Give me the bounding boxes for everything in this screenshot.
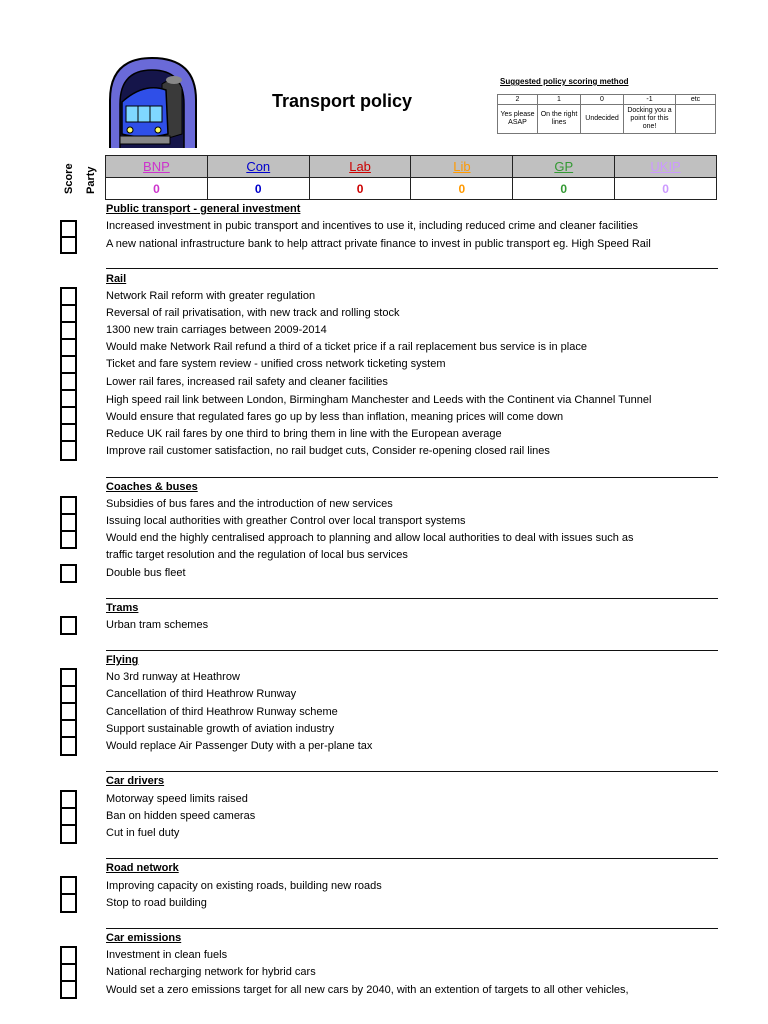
score-checkbox[interactable] <box>60 824 77 844</box>
policy-item: No 3rd runway at Heathrow <box>106 671 240 683</box>
section-title-car-emissions: Car emissions <box>106 932 182 944</box>
score-checkbox[interactable] <box>60 564 77 583</box>
score-checkbox[interactable] <box>60 616 77 635</box>
page-title: Transport policy <box>272 91 413 111</box>
party-name-ukip[interactable]: UKIP <box>615 156 717 178</box>
section-title-public-transport: Public transport - general investment <box>106 203 301 215</box>
policy-item: Would end the highly centralised approach to planning and allow local authorities to deal with issues such as <box>106 532 634 544</box>
score-checkbox[interactable] <box>60 236 77 254</box>
section-divider <box>106 477 718 478</box>
policy-item: Would ensure that regulated fares go up by less than inflation, meaning prices will come down <box>106 411 564 423</box>
section-divider <box>106 771 718 772</box>
scoring-method-table <box>497 94 716 134</box>
score-checkbox[interactable] <box>60 980 77 999</box>
train-tunnel-logo <box>104 54 202 150</box>
policy-item: Ban on hidden speed cameras <box>106 810 256 822</box>
policy-item: A new national infrastructure bank to help attract private finance to invest in public transport eg. High Speed Rail <box>106 238 651 250</box>
section-title-coaches-buses: Coaches & buses <box>106 481 198 493</box>
policy-item: Subsidies of bus fares and the introduction of new services <box>106 498 393 510</box>
party-name-lib[interactable]: Lib <box>411 156 513 178</box>
scoring-description <box>676 105 716 134</box>
policy-item: Cancellation of third Heathrow Runway <box>106 688 297 700</box>
party-score-gp: 0 <box>513 178 615 200</box>
party-score-table <box>105 155 717 200</box>
party-name-con[interactable]: Con <box>207 156 309 178</box>
section-divider <box>106 650 718 651</box>
policy-item: traffic target resolution and the regulation of local bus services <box>106 549 408 561</box>
policy-item: 1300 new train carriages between 2009-2014 <box>106 324 327 336</box>
section-divider <box>106 268 718 269</box>
policy-item: Improving capacity on existing roads, building new roads <box>106 880 382 892</box>
scoring-value: etc <box>676 95 716 105</box>
policy-item: High speed rail link between London, Birmingham Manchester and Leeds with the Continent via Channel Tunnel <box>106 394 652 406</box>
party-score-bnp: 0 <box>106 178 208 200</box>
party-score-lab: 0 <box>309 178 411 200</box>
section-divider <box>106 858 718 859</box>
party-score-con: 0 <box>207 178 309 200</box>
policy-item: Motorway speed limits raised <box>106 793 248 805</box>
policy-item: National recharging network for hybrid cars <box>106 966 316 978</box>
score-column-label: Score <box>63 163 75 194</box>
score-checkbox[interactable] <box>60 893 77 913</box>
party-name-gp[interactable]: GP <box>513 156 615 178</box>
policy-item: Improve rail customer satisfaction, no rail budget cuts, Consider re-opening closed rail lines <box>106 445 550 457</box>
policy-item: Cancellation of third Heathrow Runway scheme <box>106 706 338 718</box>
party-score-ukip: 0 <box>615 178 717 200</box>
scoring-value: 2 <box>498 95 538 105</box>
score-checkbox[interactable] <box>60 440 77 461</box>
score-checkbox[interactable] <box>60 736 77 756</box>
scoring-description: Docking you a point for this one! <box>624 105 676 134</box>
policy-item: Reduce UK rail fares by one third to bring them in line with the European average <box>106 428 502 440</box>
policy-item: Reversal of rail privatisation, with new track and rolling stock <box>106 307 400 319</box>
section-title-rail: Rail <box>106 273 127 285</box>
scoring-description: Yes please ASAP <box>498 105 538 134</box>
policy-item: Stop to road building <box>106 897 207 909</box>
policy-item: Double bus fleet <box>106 567 186 579</box>
policy-item: Issuing local authorities with greather Control over local transport systems <box>106 515 466 527</box>
policy-item: Would replace Air Passenger Duty with a per-plane tax <box>106 740 373 752</box>
policy-item: Cut in fuel duty <box>106 827 180 839</box>
party-name-lab[interactable]: Lab <box>309 156 411 178</box>
scoring-value: -1 <box>624 95 676 105</box>
party-row-label: Party <box>85 166 97 194</box>
scoring-method-heading: Suggested policy scoring method <box>500 77 629 86</box>
section-title-trams: Trams <box>106 602 139 614</box>
score-checkbox[interactable] <box>60 530 77 549</box>
scoring-value: 1 <box>538 95 581 105</box>
policy-item: Would set a zero emissions target for all new cars by 2040, with an extention of targets to all other vehicles, <box>106 984 629 996</box>
section-title-car-drivers: Car drivers <box>106 775 165 787</box>
scoring-value: 0 <box>581 95 624 105</box>
section-divider <box>106 928 718 929</box>
scoring-description: Undecided <box>581 105 624 134</box>
policy-item: Urban tram schemes <box>106 619 209 631</box>
policy-item: Investment in clean fuels <box>106 949 228 961</box>
party-name-bnp[interactable]: BNP <box>106 156 208 178</box>
section-title-flying: Flying <box>106 654 139 666</box>
policy-item: Network Rail reform with greater regulation <box>106 290 316 302</box>
policy-item: Increased investment in pubic transport and incentives to use it, including reduced crime and cleaner facilities <box>106 220 638 232</box>
policy-item: Lower rail fares, increased rail safety and cleaner facilities <box>106 376 388 388</box>
policy-item: Ticket and fare system review - unified cross network ticketing system <box>106 358 446 370</box>
party-score-lib: 0 <box>411 178 513 200</box>
scoring-description: On the right lines <box>538 105 581 134</box>
section-title-road-network: Road network <box>106 862 179 874</box>
section-divider <box>106 598 718 599</box>
policy-item: Support sustainable growth of aviation industry <box>106 723 335 735</box>
policy-item: Would make Network Rail refund a third of a ticket price if a rail replacement bus service is in place <box>106 341 587 353</box>
